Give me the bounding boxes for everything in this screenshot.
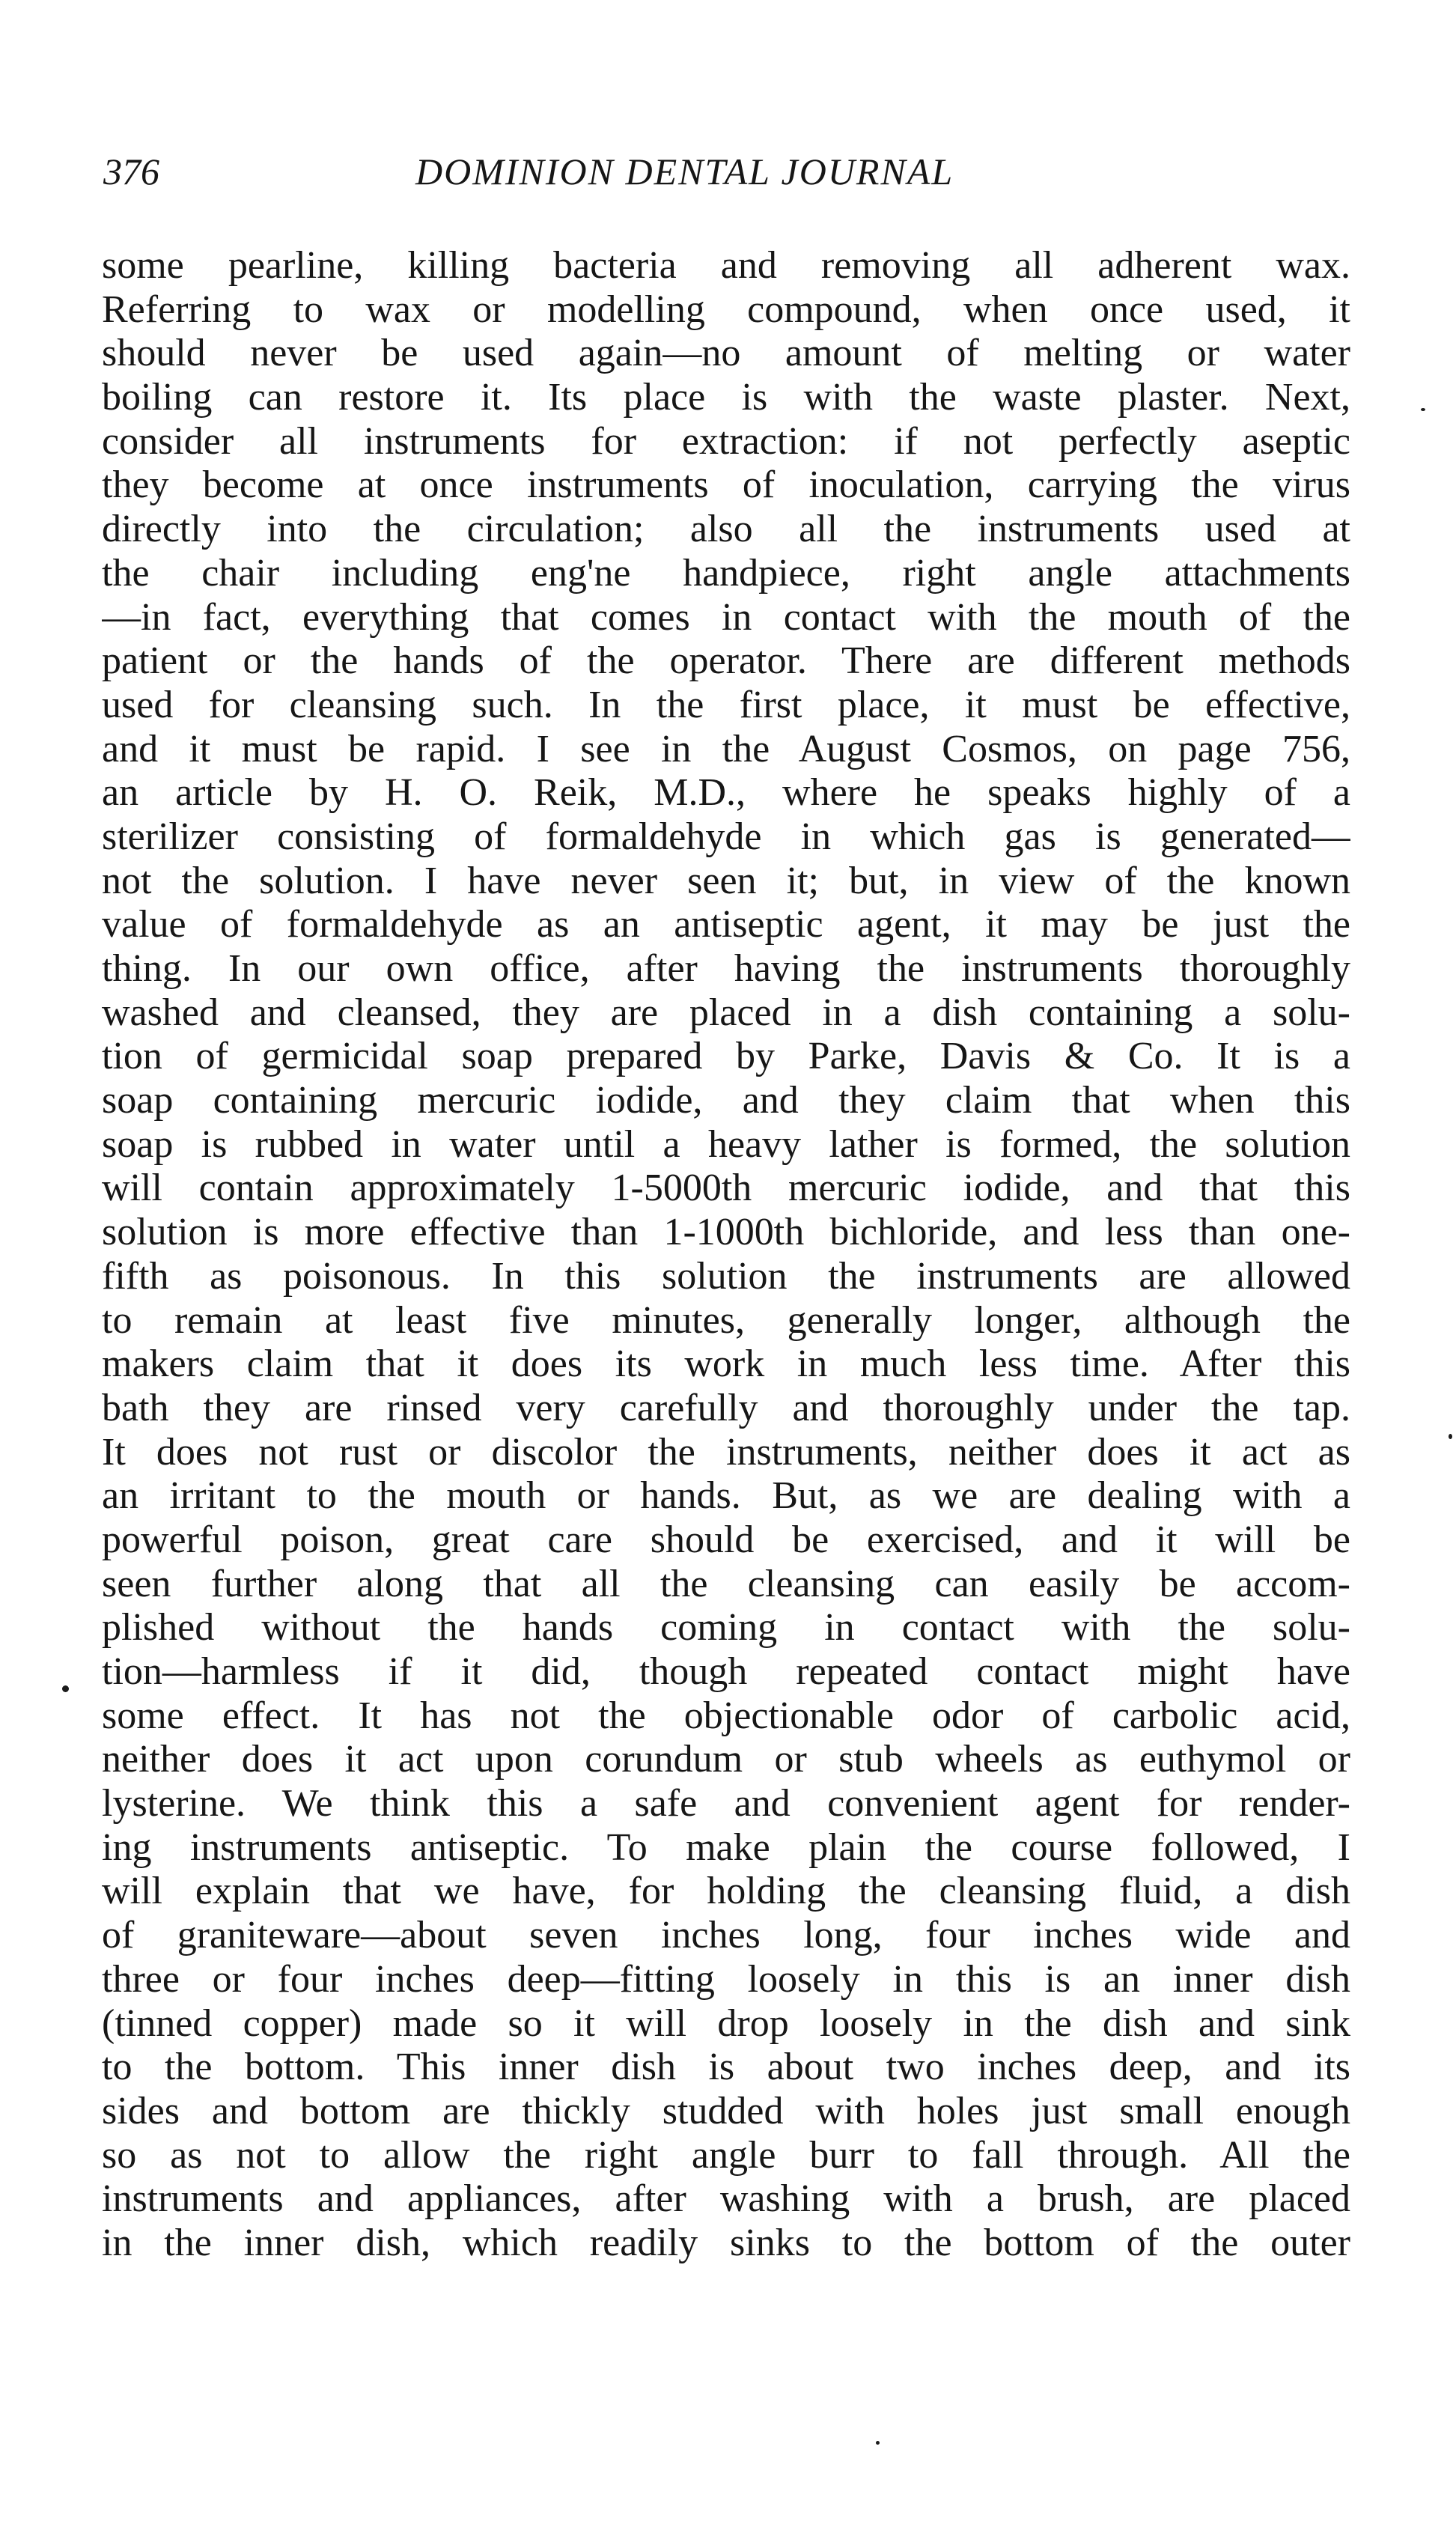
text-line: —in fact, everything that comes in contact with the mouth of the xyxy=(102,595,1350,639)
text-line: an article by H. O. Reik, M.D., where he speaks highly of a xyxy=(102,771,1350,815)
text-line: patient or the hands of the operator. There are different methods xyxy=(102,639,1350,683)
text-line: consider all instruments for extraction: if not perfectly aseptic xyxy=(102,419,1350,463)
text-line: they become at once instruments of inoculation, carrying the virus xyxy=(102,463,1350,507)
text-line: used for cleansing such. In the first place, it must be effective, xyxy=(102,683,1350,726)
text-line: so as not to allow the right angle burr to fall through. All the xyxy=(102,2133,1350,2177)
ink-speck xyxy=(876,2441,880,2445)
text-line: makers claim that it does its work in much less time. After this xyxy=(102,1343,1350,1386)
ink-speck xyxy=(62,1685,69,1692)
text-line: washed and cleansed, they are placed in a dish containing a solu- xyxy=(102,991,1350,1034)
text-line: Referring to wax or modelling compound, when once used, it xyxy=(102,288,1350,331)
text-line: thing. In our own office, after having the instruments thoroughly xyxy=(102,947,1350,990)
text-line: will explain that we have, for holding the cleansing fluid, a dish xyxy=(102,1870,1350,1913)
text-line: ing instruments antiseptic. To make plain the course followed, I xyxy=(102,1825,1350,1869)
text-line: should never be used again—no amount of melting or water xyxy=(102,332,1350,375)
text-line: bath they are rinsed very carefully and thoroughly under the tap. xyxy=(102,1386,1350,1429)
text-line: in the inner dish, which readily sinks to the bottom of the outer xyxy=(102,2221,1350,2264)
text-line: not the solution. I have never seen it; but, in view of the known xyxy=(102,859,1350,902)
text-line: of graniteware—about seven inches long, four inches wide and xyxy=(102,1914,1350,1957)
text-line: soap is rubbed in water until a heavy lather is formed, the solution xyxy=(102,1122,1350,1166)
text-line: sides and bottom are thickly studded with holes just small enough xyxy=(102,2089,1350,2132)
text-line: sterilizer consisting of formaldehyde in which gas is generated— xyxy=(102,815,1350,858)
running-head xyxy=(103,145,1076,198)
text-line: some effect. It has not the objectionable odor of carbolic acid, xyxy=(102,1694,1350,1737)
text-line: to the bottom. This inner dish is about two inches deep, and its xyxy=(102,2046,1350,2089)
text-line: (tinned copper) made so it will drop loosely in the dish and sink xyxy=(102,2001,1350,2045)
text-line: neither does it act upon corundum or stub wheels as euthymol or xyxy=(102,1738,1350,1781)
page-number: 376 xyxy=(103,150,159,192)
text-line: the chair including eng'ne handpiece, right angle attachments xyxy=(102,551,1350,595)
text-line: seen further along that all the cleansing can easily be accom- xyxy=(102,1562,1350,1605)
text-line: to remain at least five minutes, generally longer, although the xyxy=(102,1298,1350,1342)
text-line: some pearline, killing bacteria and removing all adherent wax. xyxy=(102,244,1350,287)
text-line: three or four inches deep—fitting loosely in this is an inner dish xyxy=(102,1957,1350,2001)
text-line: lysterine. We think this a safe and convenient agent for render- xyxy=(102,1782,1350,1825)
text-line: directly into the circulation; also all the instruments used at xyxy=(102,508,1350,551)
body-text xyxy=(102,244,1350,2266)
text-line: fifth as poisonous. In this solution the instruments are allowed xyxy=(102,1254,1350,1298)
text-line: It does not rust or discolor the instruments, neither does it act as xyxy=(102,1430,1350,1474)
text-line: instruments and appliances, after washing with a brush, are placed xyxy=(102,2177,1350,2221)
text-line: an irritant to the mouth or hands. But, as we are dealing with a xyxy=(102,1474,1350,1518)
text-line: tion of germicidal soap prepared by Parke, Davis & Co. It is a xyxy=(102,1035,1350,1078)
text-line: and it must be rapid. I see in the August Cosmos, on page 756, xyxy=(102,727,1350,770)
text-line: tion—harmless if it did, though repeated contact might have xyxy=(102,1650,1350,1693)
text-line: plished without the hands coming in contact with the solu- xyxy=(102,1606,1350,1649)
text-line: will contain approximately 1-5000th mercuric iodide, and that this xyxy=(102,1167,1350,1210)
text-line: boiling can restore it. Its place is with the waste plaster. Next, xyxy=(102,376,1350,419)
text-line: value of formaldehyde as an antiseptic agent, it may be just the xyxy=(102,903,1350,946)
journal-title: DOMINION DENTAL JOURNAL xyxy=(415,150,954,192)
text-line: soap containing mercuric iodide, and they claim that when this xyxy=(102,1079,1350,1122)
text-line: powerful poison, great care should be exercised, and it will be xyxy=(102,1518,1350,1561)
ink-speck xyxy=(1449,1434,1452,1439)
ink-speck xyxy=(1421,408,1425,411)
text-line: solution is more effective than 1-1000th bichloride, and less than one- xyxy=(102,1211,1350,1254)
